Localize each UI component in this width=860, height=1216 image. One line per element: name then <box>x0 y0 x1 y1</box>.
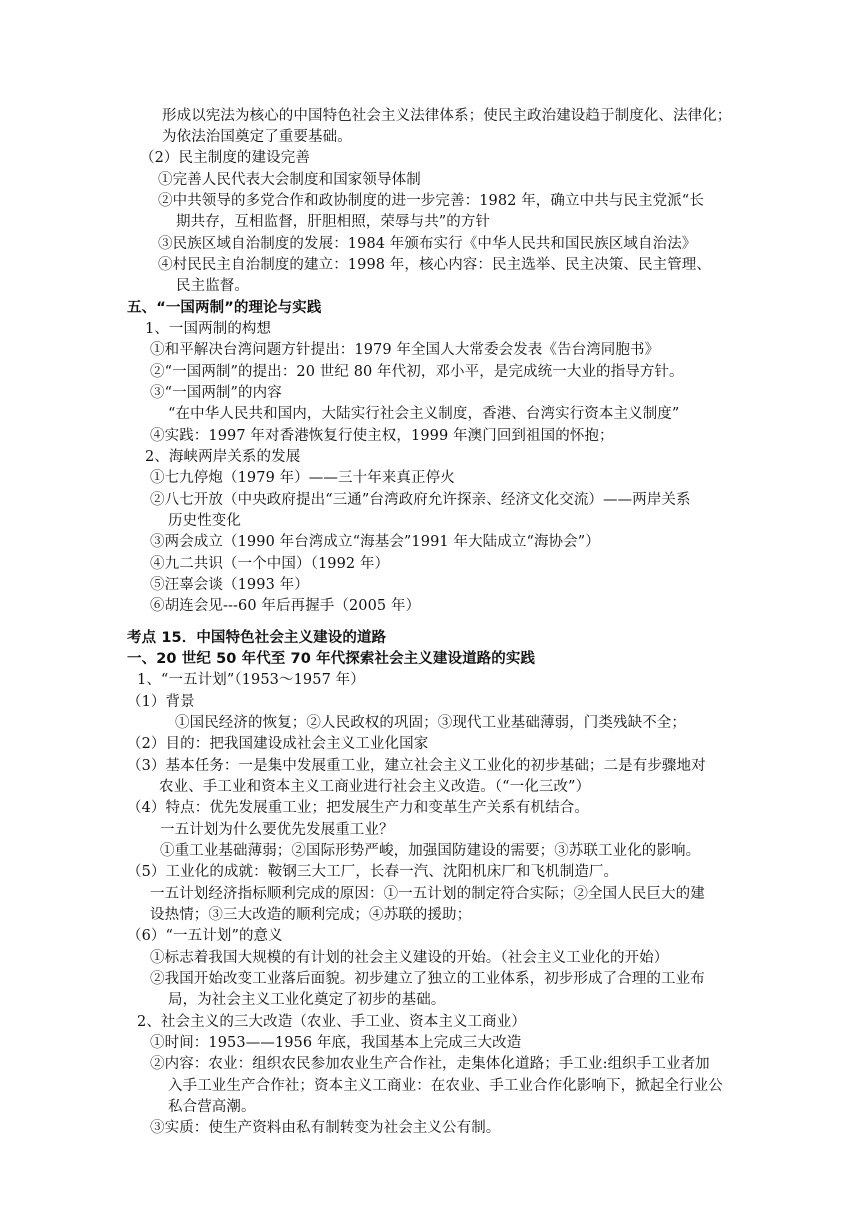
text-line: （2）目的：把我国建设成社会主义工业化国家 <box>127 736 429 752</box>
text-line: ④村民民主自治制度的建立：1998 年，核心内容：民主选举、民主决策、民主管理、 <box>158 257 712 273</box>
text-line: 民主监督。 <box>176 278 249 294</box>
text-line: 2、社会主义的三大改造（农业、手工业、资本主义工商业） <box>137 1014 526 1030</box>
text-line: （6）“一五计划”的意义 <box>127 928 283 944</box>
text-line: （4）特点：优先发展重工业；把发展生产力和变革生产关系有机结合。 <box>127 800 589 816</box>
text-line: 形成以宪法为核心的中国特色社会主义法律体系；使民主政治建设趋于制度化、法律化； <box>162 108 732 124</box>
text-line: “在中华人民共和国内，大陆实行社会主义制度，香港、台湾实行资本主义制度” <box>168 406 680 422</box>
text-line: ②中共领导的多党合作和政协制度的进一步完善：1982 年，确立中共与民主党派“长 <box>158 193 704 209</box>
text-line: 为依法治国奠定了重要基础。 <box>162 129 352 145</box>
text-line: ③民族区域自治制度的发展：1984 年颁布实行《中华人民共和国民族区域自治法》 <box>158 236 697 252</box>
text-line: ②八七开放（中央政府提出“三通”台湾政府允许探亲、经济文化交流）——两岸关系 <box>150 492 691 508</box>
text-line: 私合营高潮。 <box>168 1099 256 1115</box>
text-line: ③两会成立（1990 年台湾成立“海基会”1991 年大陆成立“海协会”） <box>150 534 600 550</box>
text-line: 农业、手工业和资本主义工商业进行社会主义改造。（“一化三改”） <box>159 779 591 795</box>
text-line: ②“一国两制”的提出：20 世纪 80 年代初，邓小平，是完成统一大业的指导方针。 <box>150 364 684 380</box>
text-line: 期共存，互相监督，肝胆相照，荣辱与共”的方针 <box>176 214 491 230</box>
text-line: 历史性变化 <box>168 513 241 529</box>
text-line: ④九二共识（一个中国）（1992 年） <box>150 556 390 572</box>
text-line: 局，为社会主义工业化奠定了初步的基础。 <box>168 992 446 1008</box>
text-line: ②内容：农业：组织农民参加农业生产合作社，走集体化道路；手工业:组织手工业者加 <box>150 1056 710 1072</box>
text-line: 2、海峡两岸关系的发展 <box>145 449 301 465</box>
text-line: 入手工业生产合作社；资本主义工商业：在农业、手工业合作化影响下，掀起全行业公 <box>168 1078 723 1094</box>
text-line: ①标志着我国大规模的有计划的社会主义建设的开始。（社会主义工业化的开始） <box>150 950 669 966</box>
text-line: ③“一国两制”的内容 <box>150 385 282 401</box>
section-heading: 考点 15．中国特色社会主义建设的道路 <box>127 630 387 646</box>
text-line: 1、一国两制的构想 <box>145 321 272 337</box>
text-line: （2）民主制度的建设完善 <box>140 150 310 166</box>
text-line: ①时间：1953——1956 年底，我国基本上完成三大改造 <box>150 1035 522 1051</box>
text-line: 一五计划为什么要优先发展重工业？ <box>160 822 394 838</box>
text-line: （3）基本任务：一是集中发展重工业，建立社会主义工业化的初步基础；二是有步骤地对 <box>127 758 706 774</box>
text-line: （5）工业化的成就：鞍钢三大工厂，长春一汽、沈阳机床厂和飞机制造厂。 <box>127 864 619 880</box>
text-line: ①完善人民代表大会制度和国家领导体制 <box>158 172 421 188</box>
section-heading: 一、20 世纪 50 年代至 70 年代探索社会主义建设道路的实践 <box>127 651 536 667</box>
text-line: ⑥胡连会见---60 年后再握手（2005 年） <box>150 598 421 614</box>
text-line: ①七九停炮（1979 年）——三十年来真正停火 <box>150 470 455 486</box>
text-line: ⑤汪辜会谈（1993 年） <box>150 577 309 593</box>
text-line: ①和平解决台湾问题方针提出：1979 年全国人大常委会发表《告台湾同胞书》 <box>150 342 660 358</box>
text-line: ①国民经济的恢复；②人民政权的巩固；③现代工业基础薄弱，门类残缺不全； <box>175 715 686 731</box>
section-heading: 五、“一国两制”的理论与实践 <box>127 300 322 316</box>
text-line: ②我国开始改变工业落后面貌。初步建立了独立的工业体系，初步形成了合理的工业布 <box>150 971 705 987</box>
text-line: 设热情；③三大改造的顺利完成；④苏联的援助； <box>150 907 472 923</box>
text-line: 一五计划经济指标顺利完成的原因：①一五计划的制定符合实际；②全国人民巨大的建 <box>150 886 705 902</box>
text-line: ④实践：1997 年对香港恢复行使主权，1999 年澳门回到祖国的怀抱； <box>150 428 614 444</box>
text-line: （1）背景 <box>127 694 195 710</box>
text-line: ③实质：使生产资料由私有制转变为社会主义公有制。 <box>150 1120 501 1136</box>
text-line: 1、“一五计划”（1953～1957 年） <box>137 672 365 688</box>
text-line: ①重工业基础薄弱；②国际形势严峻，加强国防建设的需要；③苏联工业化的影响。 <box>160 843 701 859</box>
